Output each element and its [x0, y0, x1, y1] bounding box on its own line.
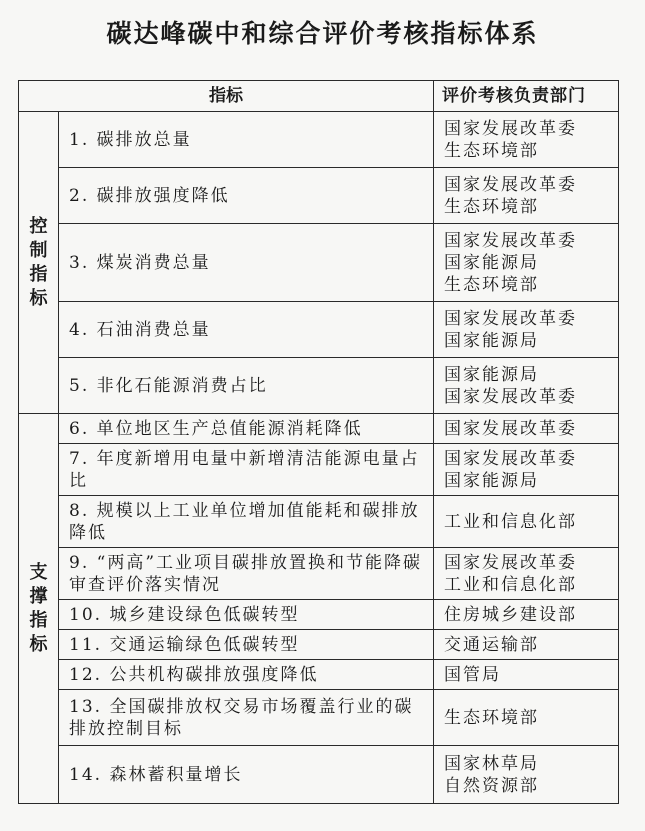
department-cell: 国管局 — [434, 660, 619, 690]
department-cell: 国家林草局 自然资源部 — [434, 746, 619, 804]
table-row — [19, 358, 619, 414]
category-control-label: 控制指标 — [29, 215, 48, 309]
table-row — [19, 168, 619, 224]
indicator-cell: 5. 非化石能源消费占比 — [59, 358, 434, 414]
indicator-table — [18, 80, 619, 804]
table-row — [19, 496, 619, 548]
department-cell: 生态环境部 — [434, 690, 619, 746]
indicator-cell: 14. 森林蓄积量增长 — [59, 746, 434, 804]
department-cell: 国家发展改革委 生态环境部 — [434, 112, 619, 168]
department-cell: 国家发展改革委 — [434, 414, 619, 444]
category-support — [19, 414, 59, 804]
category-support-label: 支撑指标 — [29, 561, 48, 655]
indicator-cell: 13. 全国碳排放权交易市场覆盖行业的碳排放控制目标 — [59, 690, 434, 746]
table-row — [19, 302, 619, 358]
indicator-cell: 6. 单位地区生产总值能源消耗降低 — [59, 414, 434, 444]
table-row — [19, 746, 619, 804]
table-row — [19, 444, 619, 496]
department-cell: 交通运输部 — [434, 630, 619, 660]
indicator-cell: 10. 城乡建设绿色低碳转型 — [59, 600, 434, 630]
table-row — [19, 548, 619, 600]
indicator-cell: 11. 交通运输绿色低碳转型 — [59, 630, 434, 660]
table-row — [19, 414, 619, 444]
indicator-cell: 2. 碳排放强度降低 — [59, 168, 434, 224]
table-row — [19, 690, 619, 746]
table-row — [19, 660, 619, 690]
department-cell: 工业和信息化部 — [434, 496, 619, 548]
indicator-cell: 3. 煤炭消费总量 — [59, 224, 434, 302]
indicator-cell: 1. 碳排放总量 — [59, 112, 434, 168]
department-cell: 国家能源局 国家发展改革委 — [434, 358, 619, 414]
indicator-cell: 4. 石油消费总量 — [59, 302, 434, 358]
table-row — [19, 630, 619, 660]
department-cell: 住房城乡建设部 — [434, 600, 619, 630]
indicator-cell: 9. “两高”工业项目碳排放置换和节能降碳审查评价落实情况 — [59, 548, 434, 600]
department-cell: 国家发展改革委 国家能源局 生态环境部 — [434, 224, 619, 302]
table-row — [19, 224, 619, 302]
department-cell: 国家发展改革委 国家能源局 — [434, 302, 619, 358]
table-row — [19, 600, 619, 630]
table-row — [19, 112, 619, 168]
header-department: 评价考核负责部门 — [434, 81, 619, 112]
indicator-cell: 7. 年度新增用电量中新增清洁能源电量占比 — [59, 444, 434, 496]
category-control — [19, 112, 59, 414]
department-cell: 国家发展改革委 国家能源局 — [434, 444, 619, 496]
indicator-cell: 12. 公共机构碳排放强度降低 — [59, 660, 434, 690]
header-row — [19, 81, 619, 112]
header-indicator: 指标 — [19, 81, 434, 112]
department-cell: 国家发展改革委 工业和信息化部 — [434, 548, 619, 600]
department-cell: 国家发展改革委 生态环境部 — [434, 168, 619, 224]
indicator-cell: 8. 规模以上工业单位增加值能耗和碳排放降低 — [59, 496, 434, 548]
page-title: 碳达峰碳中和综合评价考核指标体系 — [106, 19, 539, 48]
